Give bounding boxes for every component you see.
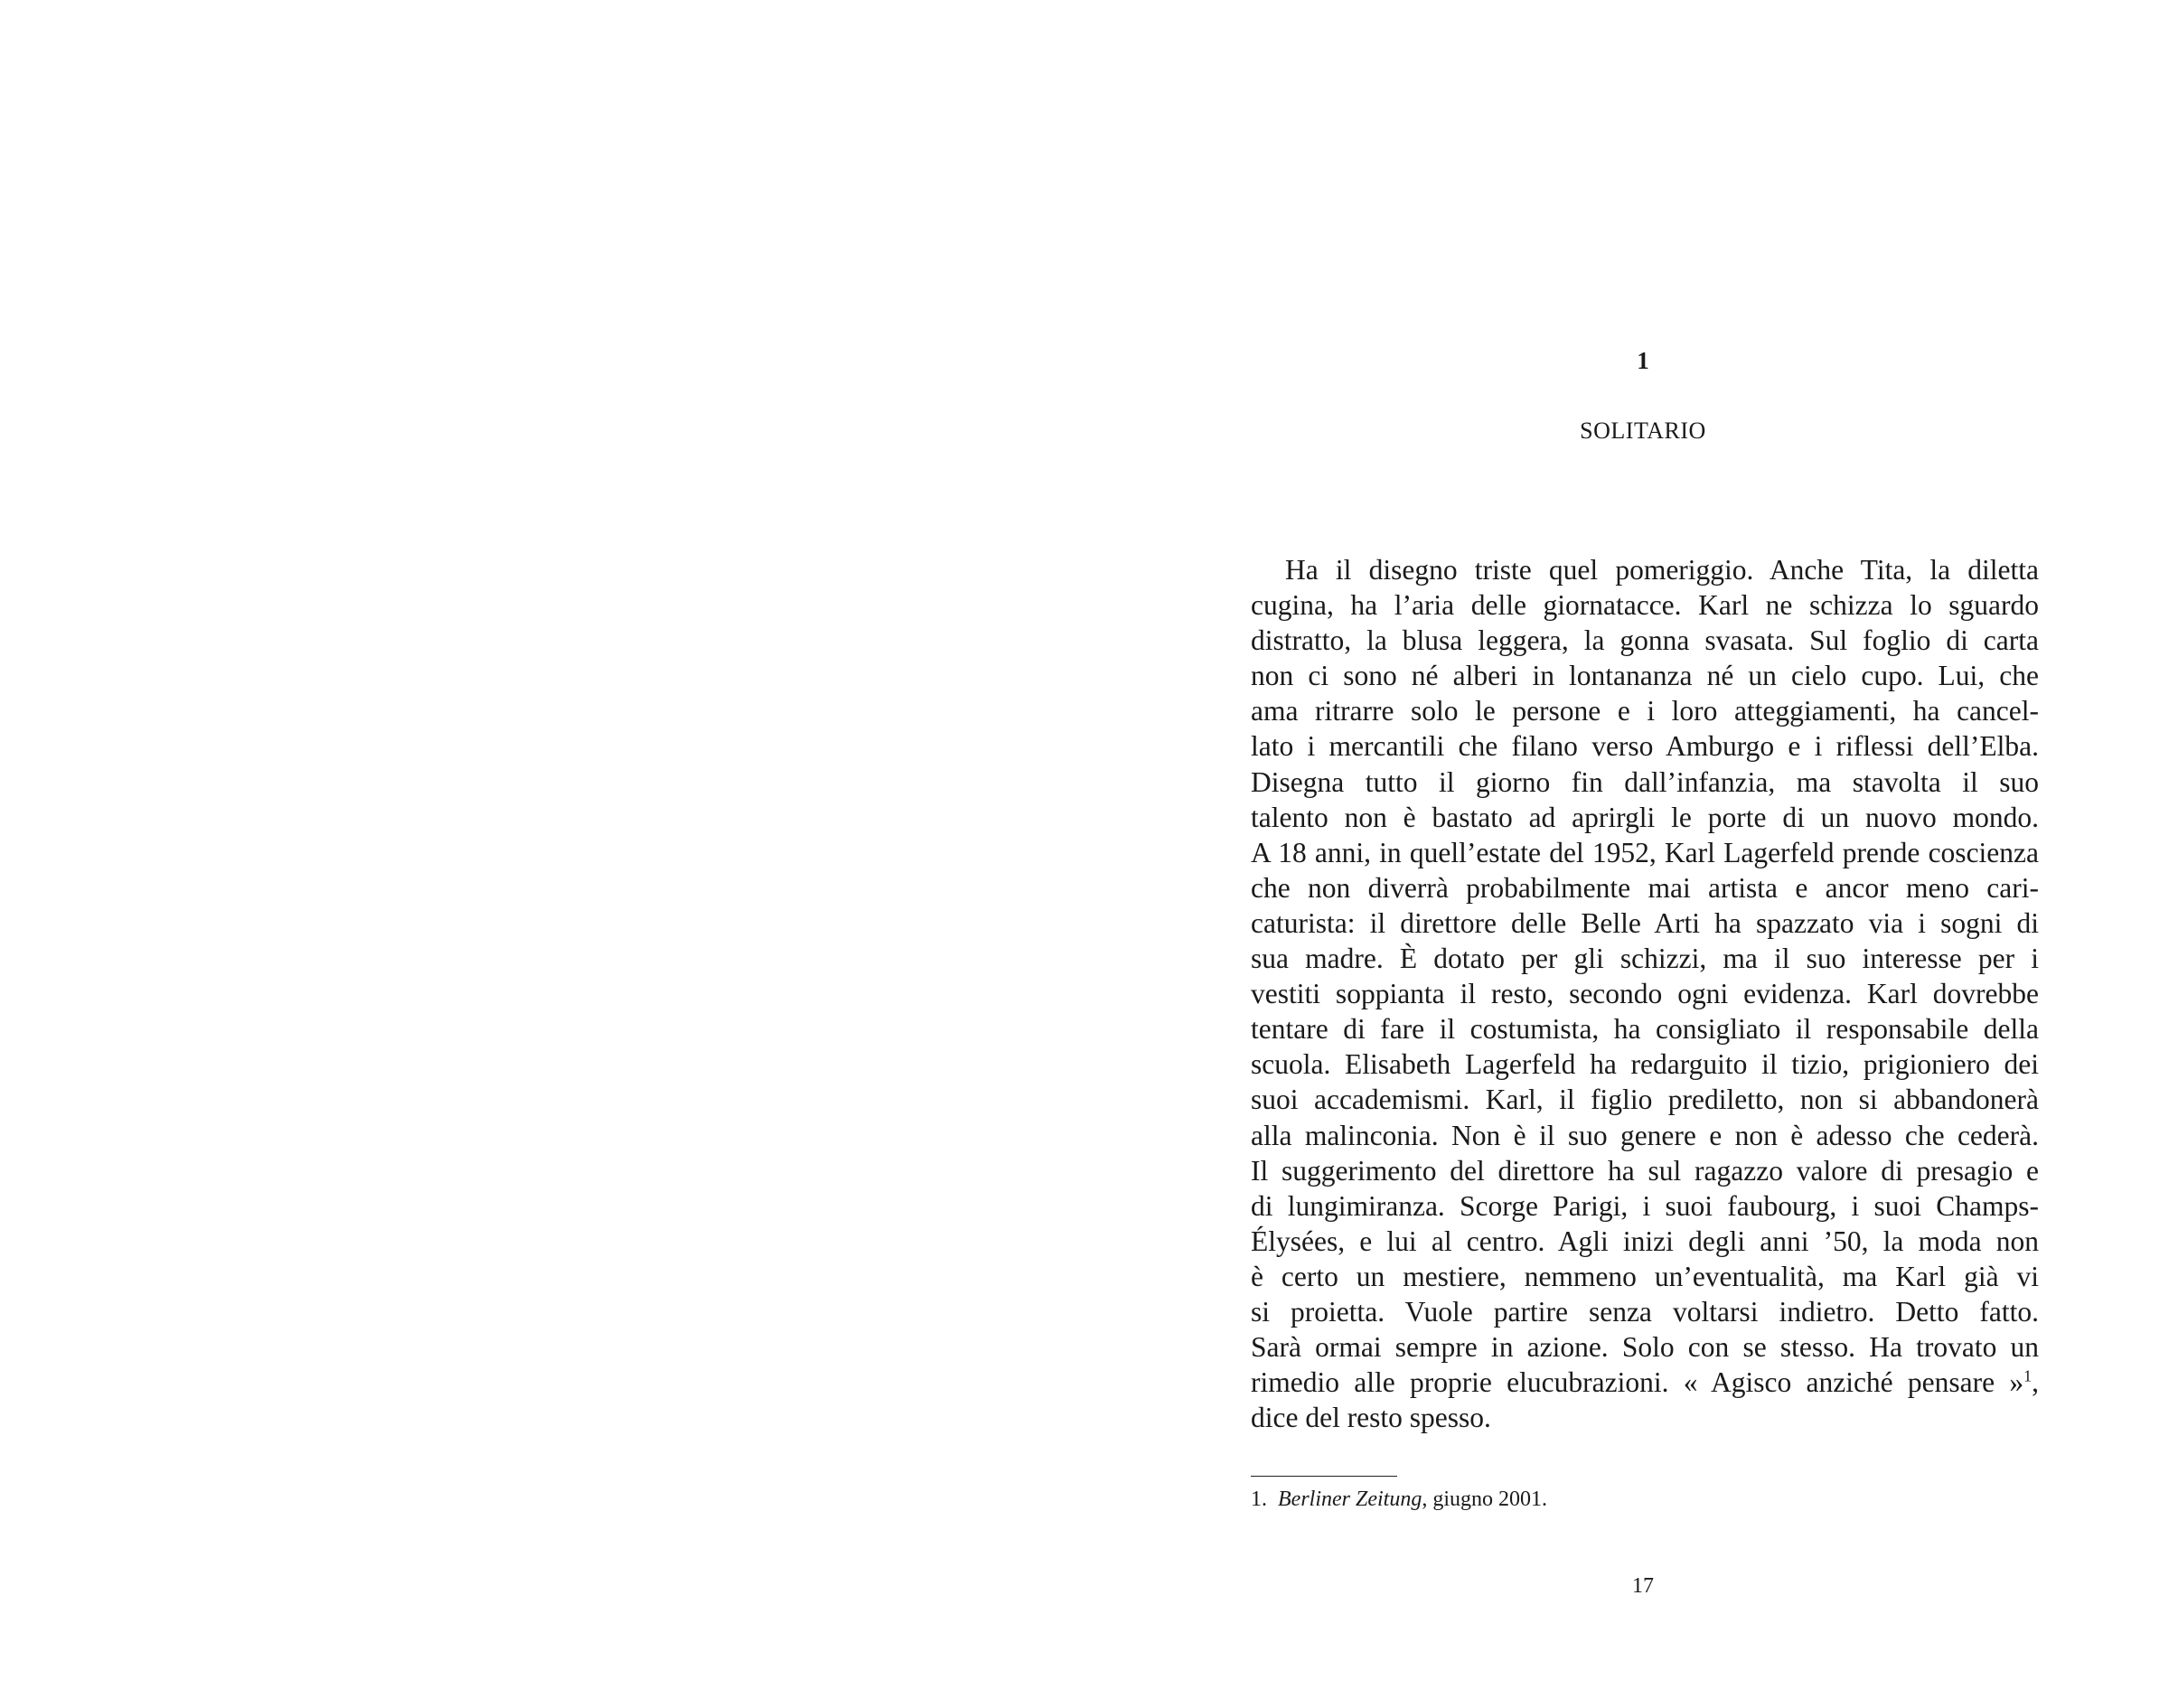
body-line: cugina, ha l’aria delle giornatacce. Karl ne schizza lo sguardo	[1251, 589, 2039, 622]
body-line: è certo un mestiere, nemmeno un’eventualità, ma Karl già vi	[1251, 1260, 2039, 1292]
footnote	[1251, 1487, 1547, 1512]
body-line-with-footnote-ref	[1251, 1365, 2039, 1400]
footnote-reference[interactable]: 1	[2023, 1366, 2032, 1385]
footnote-number: 1.	[1251, 1487, 1267, 1511]
body-line: tentare di fare il costumista, ha consigliato il responsabile della	[1251, 1013, 2039, 1046]
page-number: 17	[1632, 1574, 1654, 1598]
body-line: di lungimiranza. Scorge Parigi, i suoi faubourg, i suoi Champs-	[1251, 1189, 2039, 1222]
body-line: alla malinconia. Non è il suo genere e non è adesso che cederà.	[1251, 1119, 2039, 1151]
footnote-separator	[1251, 1476, 1397, 1477]
chapter-number: 1	[1637, 347, 1649, 374]
body-line: Ha il disegno triste quel pomeriggio. Anche Tita, la diletta	[1285, 554, 2039, 586]
footnote-text: , giugno 2001.	[1422, 1487, 1547, 1511]
body-line: non ci sono né alberi in lontananza né un cielo cupo. Lui, che	[1251, 660, 2039, 692]
body-line: ama ritrarre solo le persone e i loro atteggiamenti, ha cancel-	[1251, 695, 2039, 727]
body-line: A 18 anni, in quell’estate del 1952, Karl Lagerfeld prende coscienza	[1251, 836, 2039, 868]
body-line: Disegna tutto il giorno fin dall’infanzia, ma stavolta il suo	[1251, 765, 2039, 798]
body-line: distratto, la blusa leggera, la gonna svasata. Sul foglio di carta	[1251, 624, 2039, 657]
chapter-body-paragraph	[1251, 552, 2039, 1435]
body-line: dice del resto spesso.	[1251, 1402, 1491, 1434]
body-line: Sarà ormai sempre in azione. Solo con se stesso. Ha trovato un	[1251, 1331, 2039, 1364]
body-line: vestiti soppianta il resto, secondo ogni evidenza. Karl dovrebbe	[1251, 978, 2039, 1010]
body-line: lato i mercantili che filano verso Amburgo e i riflessi dell’Elba.	[1251, 730, 2039, 763]
body-line: suoi accademismi. Karl, il figlio prediletto, non si abbandonerà	[1251, 1084, 2039, 1116]
body-line: si proietta. Vuole partire senza voltarsi indietro. Detto fatto.	[1251, 1295, 2039, 1328]
body-line: Il suggerimento del direttore ha sul ragazzo valore di presagio e	[1251, 1154, 2039, 1187]
body-line: scuola. Elisabeth Lagerfeld ha redarguito il tizio, prigioniero dei	[1251, 1048, 2039, 1081]
body-line: Élysées, e lui al centro. Agli inizi degli anni ’50, la moda non	[1251, 1225, 2039, 1257]
body-line-text: rimedio alle proprie elucubrazioni. « Agisco anziché pensare »	[1251, 1366, 2024, 1399]
footnote-ref-comma: ,	[2032, 1366, 2039, 1399]
body-line: caturista: il direttore delle Belle Arti ha spazzato via i sogni di	[1251, 906, 2039, 939]
body-line: talento non è bastato ad aprirgli le porte di un nuovo mondo.	[1251, 801, 2039, 833]
body-line: che non diverrà probabilmente mai artista e ancor meno cari-	[1251, 871, 2039, 904]
body-line: sua madre. È dotato per gli schizzi, ma il suo interesse per i	[1251, 943, 2039, 975]
footnote-source: Berliner Zeitung	[1278, 1487, 1422, 1511]
chapter-title: SOLITARIO	[1580, 418, 1706, 444]
